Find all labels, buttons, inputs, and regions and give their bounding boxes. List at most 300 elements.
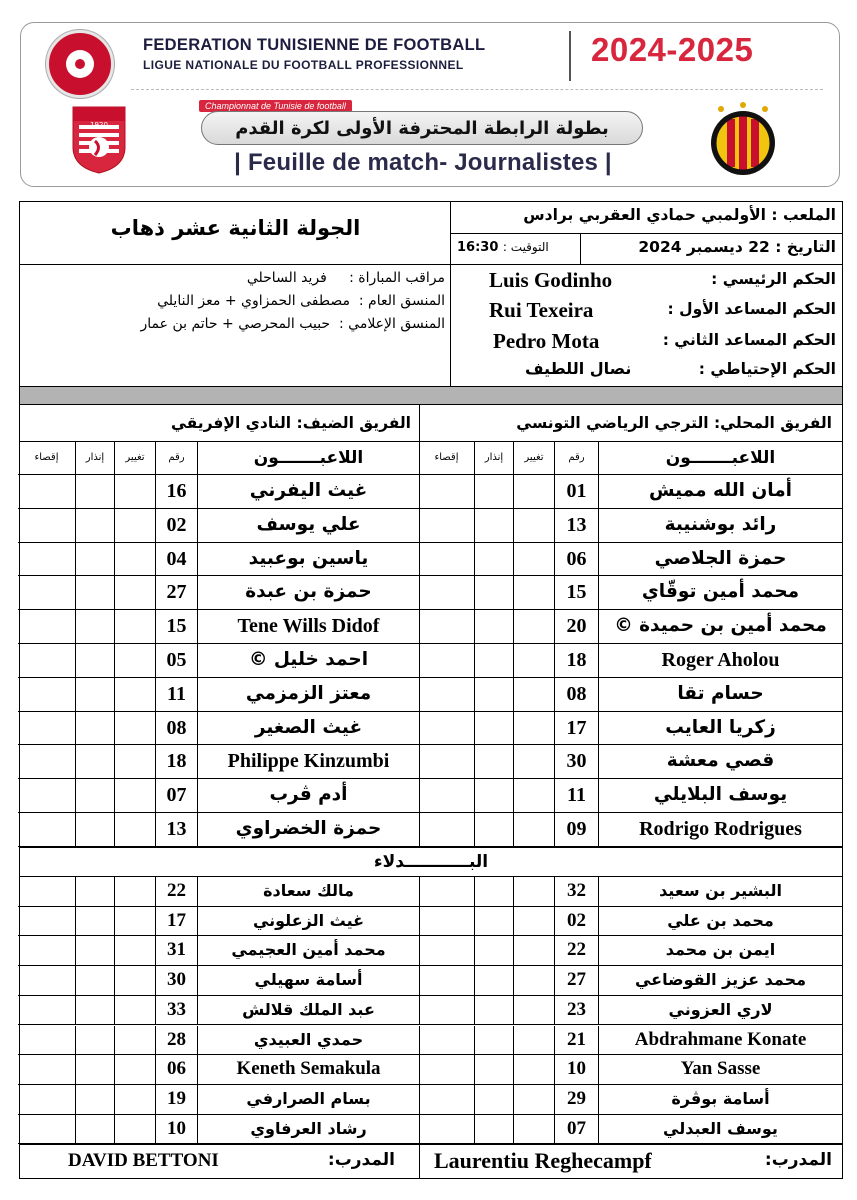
home-warn-cell — [474, 1085, 513, 1114]
table-row — [419, 678, 842, 712]
table-row — [419, 576, 842, 610]
home-chg-cell — [513, 509, 554, 542]
away-name-cell — [197, 907, 419, 936]
table-row — [18, 1055, 419, 1085]
home-exp-cell — [419, 1026, 474, 1055]
away-chg-cell — [114, 877, 155, 906]
home-num-cell — [554, 610, 598, 643]
away-warn-cell — [75, 907, 114, 936]
away-name-cell — [197, 1055, 419, 1084]
home-team-header: الفريق المحلي: الترجي الرياضي التونسي — [419, 405, 842, 442]
home-num-cell — [554, 543, 598, 576]
away-name-cell — [197, 509, 419, 542]
player-name: Tene Wills Didof — [237, 615, 380, 638]
table-row — [419, 712, 842, 746]
away-chg-cell — [114, 576, 155, 609]
player-number: 13 — [166, 818, 187, 840]
home-num-cell — [554, 442, 598, 474]
away-chg-cell — [114, 779, 155, 812]
player-number: 01 — [566, 480, 587, 502]
home-warn-cell — [474, 576, 513, 609]
home-warn-cell — [474, 813, 513, 846]
home-coach-cell — [419, 1145, 842, 1178]
home-num-cell — [554, 644, 598, 677]
away-exp-cell — [18, 996, 75, 1025]
home-exp-cell — [419, 966, 474, 995]
table-row — [18, 576, 419, 610]
player-name: أدم ڨرب — [269, 784, 348, 806]
player-name: معتز الزمزمي — [245, 682, 372, 704]
player-number: 04 — [166, 547, 187, 570]
player-name: رشاد العرفاوي — [250, 1118, 367, 1138]
home-exp-cell — [419, 442, 474, 474]
home-num-cell — [554, 877, 598, 906]
table-row — [18, 936, 419, 966]
away-num-cell — [155, 442, 197, 474]
time-label: التوقيت : — [502, 240, 549, 254]
away-warn-cell — [75, 813, 114, 846]
player-name: زكريا العايب — [665, 716, 776, 738]
away-num-cell — [155, 813, 197, 846]
away-chg-cell — [114, 996, 155, 1025]
table-row — [18, 678, 419, 712]
player-name: Keneth Semakula — [236, 1058, 381, 1080]
home-num-cell — [554, 1026, 598, 1055]
home-warn-cell — [474, 966, 513, 995]
away-warn-cell — [75, 712, 114, 745]
away-name-cell — [197, 712, 419, 745]
home-exp-cell — [419, 813, 474, 846]
stadium-value: الأولمبي حمادي العقربي برادس — [523, 206, 766, 224]
away-coach-label: المدرب: — [327, 1150, 395, 1170]
player-name: غيث الزعلوني — [252, 910, 365, 930]
round-label: الجولة الثانية عشر ذهاب — [110, 216, 361, 240]
home-chg-cell — [513, 1055, 554, 1084]
home-name-cell — [598, 745, 842, 778]
home-warn-cell — [474, 678, 513, 711]
home-exp-cell — [419, 543, 474, 576]
table-row — [419, 475, 842, 509]
home-num-cell — [554, 745, 598, 778]
home-num-cell — [554, 712, 598, 745]
away-warn-cell — [75, 779, 114, 812]
player-number: 08 — [166, 716, 187, 739]
player-name: محمد أمين توقّاي — [641, 581, 800, 603]
table-row — [419, 779, 842, 813]
home-exp-cell — [419, 644, 474, 677]
home-exp-cell — [419, 907, 474, 936]
away-chg-cell — [114, 907, 155, 936]
home-exp-cell — [419, 1055, 474, 1084]
away-num-cell — [155, 745, 197, 778]
home-warn-cell — [474, 1026, 513, 1055]
away-chg-cell — [114, 644, 155, 677]
player-number: 06 — [167, 1058, 186, 1080]
home-coach-label: المدرب: — [764, 1150, 832, 1170]
player-name: محمد أمين العجيمي — [231, 940, 386, 960]
match-sheet-table — [19, 201, 843, 1179]
home-column-header: رقم — [568, 452, 585, 463]
player-number: 22 — [567, 939, 586, 961]
away-chg-cell — [114, 813, 155, 846]
away-exp-cell — [18, 1085, 75, 1114]
referee-main-label: الحكم الرئيسي : — [711, 270, 836, 288]
referee-assistant1-label: الحكم المساعد الأول : — [667, 300, 836, 318]
away-warn-cell — [75, 936, 114, 965]
table-row — [18, 644, 419, 678]
official-media-coordinator: المنسق الإعلامي : حبيب المحرصي + حاتم بن عمار — [140, 316, 445, 332]
away-warn-cell — [75, 1026, 114, 1055]
away-num-cell — [155, 907, 197, 936]
home-name-cell — [598, 475, 842, 508]
player-name: احمد خليل © — [248, 649, 369, 670]
player-number: 10 — [167, 1117, 186, 1139]
away-num-cell — [155, 1115, 197, 1144]
table-row — [18, 779, 419, 813]
away-chg-cell — [114, 1115, 155, 1144]
player-number: 18 — [166, 750, 187, 773]
svg-text:1920: 1920 — [90, 121, 108, 129]
player-name: Philippe Kinzumbi — [227, 750, 390, 773]
away-chg-cell — [114, 543, 155, 576]
away-num-cell — [155, 1085, 197, 1114]
away-chg-cell — [114, 712, 155, 745]
home-chg-cell — [513, 779, 554, 812]
player-name: Yan Sasse — [680, 1058, 761, 1080]
player-number: 06 — [566, 547, 587, 570]
player-number: 15 — [566, 581, 587, 604]
away-name-cell — [197, 996, 419, 1025]
away-num-cell — [155, 936, 197, 965]
player-number: 10 — [567, 1058, 586, 1080]
table-row — [419, 1085, 842, 1115]
player-number: 30 — [167, 969, 186, 991]
away-chg-cell — [114, 936, 155, 965]
home-exp-cell — [419, 610, 474, 643]
table-row — [18, 813, 419, 847]
away-num-cell — [155, 644, 197, 677]
home-warn-cell — [474, 779, 513, 812]
player-number: 30 — [566, 750, 587, 773]
table-row — [18, 877, 419, 907]
away-column-header: إقصاء — [34, 452, 59, 463]
home-warn-cell — [474, 475, 513, 508]
home-name-cell — [598, 813, 842, 846]
away-exp-cell — [18, 1115, 75, 1144]
player-name: محمد عزيز القوضاعي — [634, 970, 806, 990]
official-general-coordinator: المنسق العام : مصطفى الحمزاوي + معز النايلي — [157, 293, 445, 309]
away-coach-cell — [20, 1145, 421, 1178]
home-num-cell — [554, 936, 598, 965]
home-chg-cell — [513, 907, 554, 936]
away-name-cell — [197, 475, 419, 508]
player-number: 31 — [167, 939, 186, 961]
home-coach-name: Laurentiu Reghecampf — [434, 1148, 652, 1173]
away-num-cell — [155, 610, 197, 643]
home-name-cell — [598, 877, 842, 906]
table-row — [419, 1115, 842, 1145]
home-chg-cell — [513, 678, 554, 711]
player-name: أسامة سهيلي — [254, 970, 363, 990]
home-chg-cell — [513, 644, 554, 677]
home-exp-cell — [419, 877, 474, 906]
round-block — [20, 202, 451, 264]
away-chg-cell — [114, 475, 155, 508]
away-name-cell — [197, 745, 419, 778]
home-warn-cell — [474, 745, 513, 778]
player-name: أسامة بوڨرة — [671, 1088, 770, 1108]
home-name-cell — [598, 1055, 842, 1084]
away-exp-cell — [18, 712, 75, 745]
player-name: حمزة الخضراوي — [235, 818, 382, 839]
championship-tag: Championnat de Tunisie de football — [199, 100, 352, 112]
home-warn-cell — [474, 877, 513, 906]
player-name: محمد بن علي — [667, 910, 774, 930]
player-name: حمدي العبيدي — [253, 1029, 364, 1049]
home-exp-cell — [419, 1085, 474, 1114]
player-number: 08 — [566, 682, 587, 705]
sheet-title: | Feuille de match- Journalistes | — [234, 149, 612, 176]
home-name-cell — [598, 543, 842, 576]
away-columns-header — [18, 442, 419, 475]
home-num-cell — [554, 475, 598, 508]
table-row — [18, 712, 419, 746]
home-warn-cell — [474, 644, 513, 677]
away-exp-cell — [18, 936, 75, 965]
away-chg-cell — [114, 966, 155, 995]
home-column-header: إقصاء — [434, 452, 459, 463]
away-name-cell — [197, 936, 419, 965]
away-warn-cell — [75, 644, 114, 677]
away-name-cell — [197, 644, 419, 677]
season-label: 2024-2025 — [591, 31, 754, 68]
player-number: 23 — [567, 998, 586, 1020]
player-number: 22 — [167, 880, 186, 901]
table-row — [18, 907, 419, 937]
away-name-cell — [197, 779, 419, 812]
away-column-header: إنذار — [85, 452, 105, 463]
home-warn-cell — [474, 996, 513, 1025]
home-warn-cell — [474, 543, 513, 576]
player-number: 17 — [167, 909, 186, 931]
ftf-logo-icon — [46, 30, 114, 98]
home-exp-cell — [419, 678, 474, 711]
home-name-cell — [598, 1085, 842, 1114]
away-warn-cell — [75, 678, 114, 711]
home-warn-cell — [474, 1115, 513, 1144]
table-row — [18, 966, 419, 996]
away-exp-cell — [18, 576, 75, 609]
table-row — [18, 509, 419, 543]
table-row — [419, 509, 842, 543]
away-exp-cell — [18, 813, 75, 846]
player-number: 18 — [566, 649, 587, 671]
home-name-cell — [598, 936, 842, 965]
away-num-cell — [155, 576, 197, 609]
home-chg-cell — [513, 1026, 554, 1055]
table-row — [419, 813, 842, 847]
header-divider — [569, 31, 571, 81]
away-chg-cell — [114, 678, 155, 711]
away-column-header: تغيير — [125, 452, 145, 463]
home-num-cell — [554, 813, 598, 846]
club-africain-logo-icon — [69, 103, 129, 175]
player-number: 05 — [166, 649, 187, 671]
document-header — [20, 22, 840, 187]
table-row — [419, 644, 842, 678]
federation-name: FEDERATION TUNISIENNE DE FOOTBALL — [143, 36, 486, 54]
player-name: حمزة الجلاصي — [654, 547, 787, 569]
player-number: 13 — [566, 513, 587, 536]
player-number: 07 — [567, 1117, 586, 1139]
home-column-header: إنذار — [484, 452, 504, 463]
home-num-cell — [554, 576, 598, 609]
home-name-cell — [598, 966, 842, 995]
stadium-line — [523, 206, 836, 224]
player-name: عبد الملك قلالش — [242, 999, 375, 1019]
venue-block — [450, 202, 842, 264]
away-warn-cell — [75, 877, 114, 906]
home-exp-cell — [419, 475, 474, 508]
time-value: 16:30 — [457, 240, 499, 255]
home-exp-cell — [419, 936, 474, 965]
away-warn-cell — [75, 442, 114, 474]
table-row — [18, 996, 419, 1026]
home-name-cell — [598, 996, 842, 1025]
home-name-cell — [598, 907, 842, 936]
home-chg-cell — [513, 576, 554, 609]
table-row — [419, 966, 842, 996]
home-num-cell — [554, 1085, 598, 1114]
coaches-row — [20, 1144, 842, 1178]
away-exp-cell — [18, 475, 75, 508]
table-row — [419, 877, 842, 907]
home-chg-cell — [513, 475, 554, 508]
away-name-cell — [197, 1115, 419, 1144]
away-chg-cell — [114, 745, 155, 778]
home-name-cell — [598, 509, 842, 542]
away-exp-cell — [18, 509, 75, 542]
home-exp-cell — [419, 509, 474, 542]
away-warn-cell — [75, 475, 114, 508]
referee-assistant2-name: Pedro Mota — [493, 329, 600, 353]
referee-assistant1-name: Rui Texeira — [489, 298, 594, 322]
player-number: 33 — [167, 998, 186, 1020]
away-warn-cell — [75, 543, 114, 576]
player-name: لاري العزوني — [668, 999, 773, 1019]
player-number: 20 — [566, 615, 587, 638]
player-number: 29 — [567, 1087, 586, 1109]
away-chg-cell — [114, 1026, 155, 1055]
away-chg-cell — [114, 1085, 155, 1114]
away-warn-cell — [75, 610, 114, 643]
player-number: 28 — [167, 1028, 186, 1050]
away-name-cell — [197, 877, 419, 906]
player-name: مالك سعادة — [263, 881, 354, 900]
away-warn-cell — [75, 745, 114, 778]
official-commissioner: مراقب المباراة : فريد الساحلي — [246, 270, 445, 286]
table-row — [419, 543, 842, 577]
away-exp-cell — [18, 745, 75, 778]
player-number: 09 — [566, 818, 587, 840]
home-chg-cell — [513, 936, 554, 965]
home-name-cell — [598, 678, 842, 711]
away-exp-cell — [18, 877, 75, 906]
home-num-cell — [554, 907, 598, 936]
away-name-cell — [197, 1085, 419, 1114]
table-row — [419, 996, 842, 1026]
player-name: غيث اليفرني — [249, 480, 368, 501]
away-num-cell — [155, 712, 197, 745]
home-chg-cell — [513, 442, 554, 474]
away-exp-cell — [18, 966, 75, 995]
home-chg-cell — [513, 996, 554, 1025]
home-exp-cell — [419, 996, 474, 1025]
away-num-cell — [155, 779, 197, 812]
home-columns-header — [419, 442, 842, 475]
player-name: غيث الصغير — [254, 716, 363, 738]
player-number: 19 — [167, 1087, 186, 1109]
player-number: 17 — [566, 716, 587, 739]
home-num-cell — [554, 996, 598, 1025]
away-num-cell — [155, 1055, 197, 1084]
away-exp-cell — [18, 543, 75, 576]
away-warn-cell — [75, 1085, 114, 1114]
away-chg-cell — [114, 1055, 155, 1084]
away-warn-cell — [75, 576, 114, 609]
stadium-label: الملعب : — [771, 206, 836, 224]
away-num-cell — [155, 1026, 197, 1055]
home-warn-cell — [474, 509, 513, 542]
player-name: حمزة بن عبدة — [245, 581, 372, 603]
player-number: 02 — [567, 909, 586, 931]
player-number: 27 — [567, 969, 586, 991]
officials-block — [20, 264, 451, 386]
player-number: 02 — [166, 513, 187, 536]
home-num-cell — [554, 966, 598, 995]
player-name: ياسين بوعبيد — [248, 547, 369, 569]
away-name-cell — [197, 576, 419, 609]
league-name: LIGUE NATIONALE DU FOOTBALL PROFESSIONNEL — [143, 58, 464, 72]
home-num-cell — [554, 1055, 598, 1084]
player-name: Roger Aholou — [661, 649, 780, 671]
home-num-cell — [554, 678, 598, 711]
away-chg-cell — [114, 442, 155, 474]
player-number: 16 — [166, 480, 187, 502]
player-name: أمان الله مميش — [648, 480, 793, 501]
home-name-cell — [598, 779, 842, 812]
away-name-cell — [197, 678, 419, 711]
player-name: يوسف البلايلي — [653, 784, 788, 806]
table-row — [18, 1085, 419, 1115]
championship-arabic: بطولة الرابطة المحترفة الأولى لكرة القدم — [201, 111, 643, 145]
home-chg-cell — [513, 1085, 554, 1114]
table-row — [18, 610, 419, 644]
away-exp-cell — [18, 644, 75, 677]
table-row — [419, 907, 842, 937]
away-name-cell — [197, 813, 419, 846]
away-name-cell — [197, 543, 419, 576]
home-exp-cell — [419, 1115, 474, 1144]
referee-main-name: Luis Godinho — [489, 268, 613, 292]
player-name: رائد بوشنيبة — [664, 513, 777, 535]
player-name: بسام الصرارفي — [246, 1088, 371, 1108]
away-coach-name: DAVID BETTONI — [68, 1150, 219, 1171]
away-name-cell — [197, 610, 419, 643]
home-name-cell — [598, 442, 842, 474]
player-number: 32 — [567, 880, 586, 901]
home-warn-cell — [474, 1055, 513, 1084]
